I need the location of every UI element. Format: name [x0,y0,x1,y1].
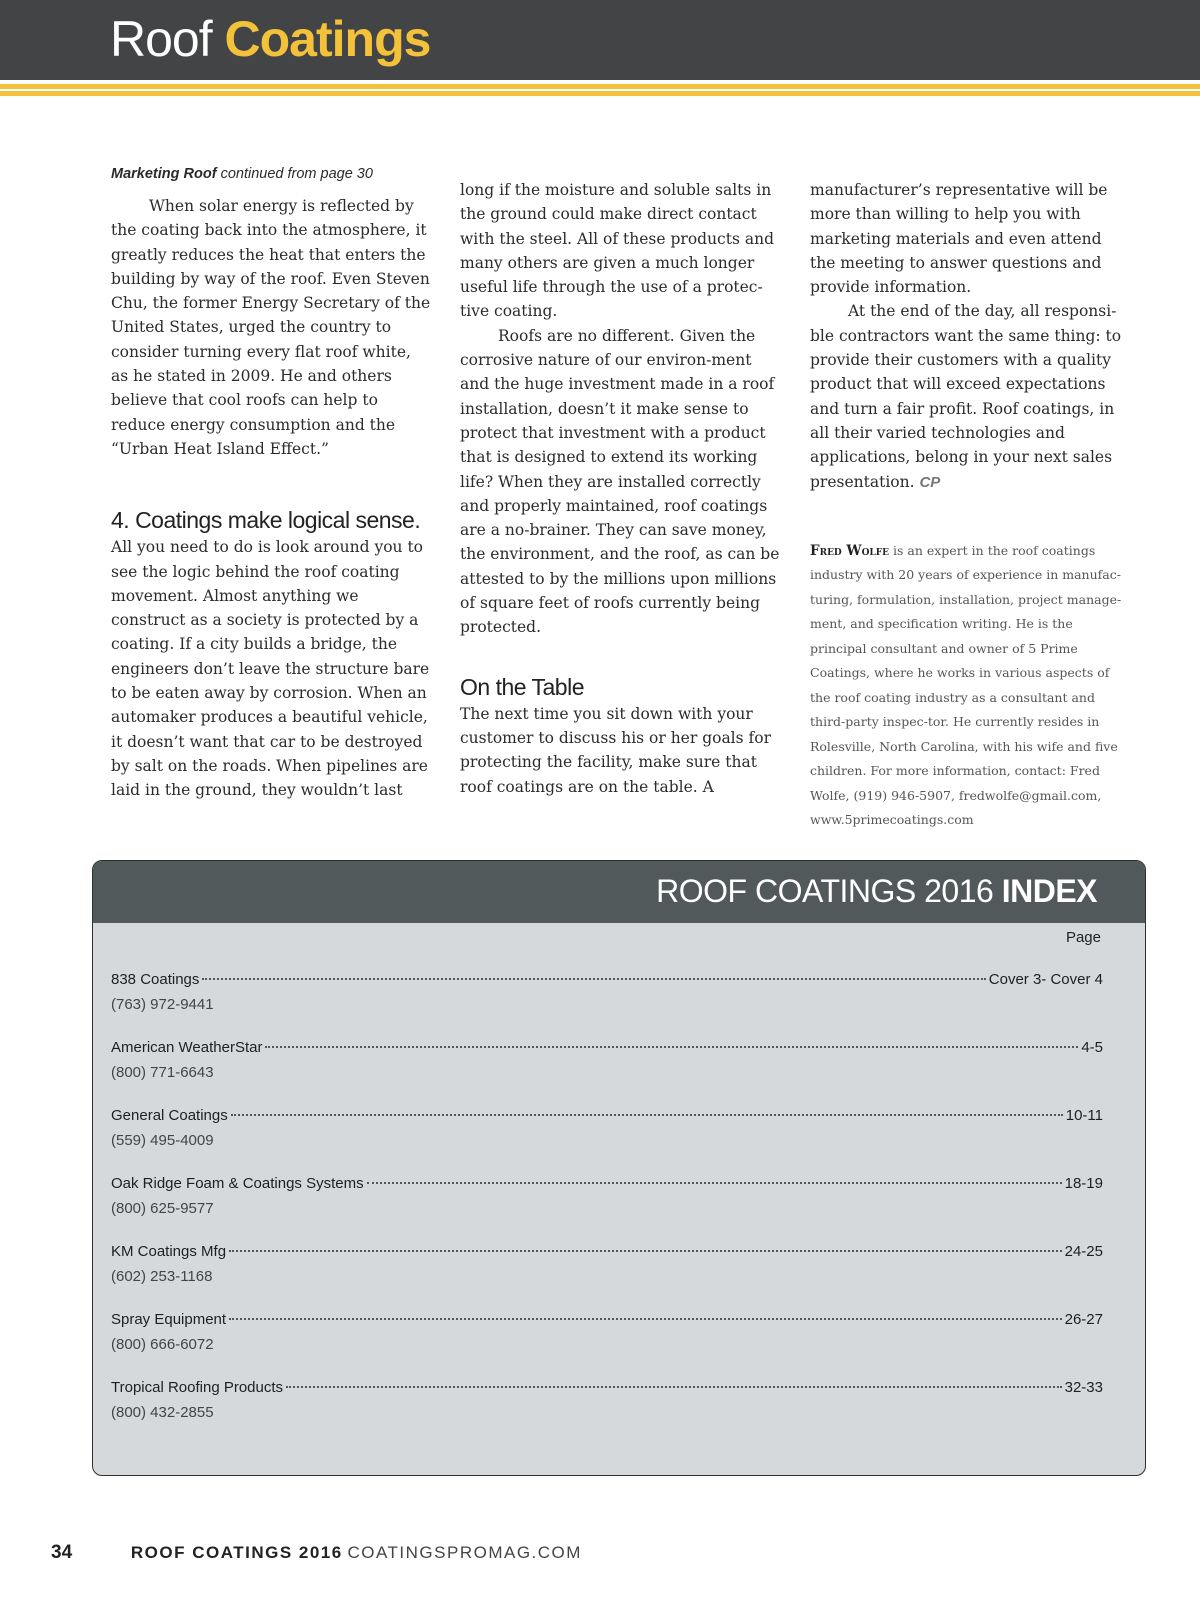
index-header-bar [93,861,1145,923]
advertiser-page: Cover 3- Cover 4 [988,971,1103,988]
advertiser-page: 4-5 [1081,1039,1103,1056]
advertiser-name: American WeatherStar [111,1039,263,1056]
leader-dots [202,978,985,980]
index-title-bold: INDEX [1001,873,1097,909]
index-entry [111,1039,1103,1107]
subheading-logical-sense: 4. Coatings make logical sense. [111,507,421,534]
article-column-3 [810,178,1130,833]
paragraph: Roofs are no different. Given the corrosive nature of our environ-ment and the huge investment made in a roof installation, doesn’t it make sense to protect that investment with a product that is designed to extend its working life? When they are installed correctly and properly maintained, roof coatings are a no-brainer. They can save money, the environment, and the roof, as can be attested to by the millions upon millions of square feet of roofs currently being protected. [460,326,780,637]
advertiser-name: Spray Equipment [111,1311,227,1328]
advertiser-phone: (800) 666-6072 [111,1336,214,1353]
index-entry-line [111,1175,1103,1199]
index-entry-line [111,1107,1103,1131]
paragraph: When solar energy is reflected by the coating back into the atmosphere, it greatly reduces the heat that enters the building by way of the roof. Even Steven Chu, the former Energy Secretary of the United States, urged the country to consider turning every flat roof white, as he stated in 2009. He and others believe that cool roofs can help to reduce energy consumption and the “Urban Heat Island Effect.” [111,197,431,458]
subheading-on-the-table: On the Table [460,673,585,700]
advertiser-phone: (800) 432-2855 [111,1404,214,1421]
index-entry-line [111,1379,1103,1403]
advertiser-phone: (559) 495-4009 [111,1132,214,1149]
advertiser-name: Oak Ridge Foam & Coatings Systems [111,1175,364,1192]
author-bio [810,539,1130,833]
advertiser-phone: (800) 771-6643 [111,1064,214,1081]
index-entry-line [111,971,1103,995]
advertiser-name: General Coatings [111,1107,228,1124]
index-entry-line [111,1039,1103,1063]
author-bio-text: is an expert in the roof coatings industry with 20 years of experience in manufac-turing, formulation, installation, project manage-ment, and specification writing. He is the principal consultant and owner of 5 Prime Coatings, where he works in various aspects of the roof coating industry as a consultant and third-party inspec-tor. He currently resides in Rolesville, North Carolina, with his wife and five children. For more information, contact: Fred Wolfe, (919) 946-5907, fredwolfe@gmail.com, www.5primecoatings.com [810,542,1122,828]
website-link[interactable]: COATINGSPROMAG.COM [347,1543,582,1562]
continued-from-text: continued from page 30 [220,166,373,182]
index-title-light: ROOF COATINGS 2016 [656,873,994,909]
advertiser-index-box [92,860,1146,1476]
paragraph [810,299,1130,494]
leader-dots [229,1250,1062,1252]
continued-article-title: Marketing Roof [111,166,217,182]
leader-dots [265,1046,1078,1048]
index-entry [111,1379,1103,1447]
advertiser-phone: (602) 253-1168 [111,1268,213,1285]
index-title [656,873,1097,910]
author-name: Fred Wolfe [810,542,890,559]
page-footer [51,1542,582,1564]
index-entry-line [111,1311,1103,1335]
advertiser-page: 24-25 [1064,1243,1103,1260]
advertiser-page: 26-27 [1064,1311,1103,1328]
article-column-1 [111,164,431,803]
index-entry [111,971,1103,1039]
leader-dots [367,1182,1062,1184]
paragraph: All you need to do is look around you to see the logic behind the roof coating movement. Almost anything we construct as a society is protected by a coating. If a city builds a bridge, the engineers don’t leave the structure bare to be eaten away by corrosion. When an automaker produces a beautiful vehicle, it doesn’t want that car to be destroyed by salt on the roads. When pipelines are laid in the ground, they wouldn’t last [111,538,430,800]
paragraph: manufacturer’s representative will be more than willing to help you with marketing materials and even attend the meeting to answer questions and provide information. [810,181,1108,297]
advertiser-name: Tropical Roofing Products [111,1379,284,1396]
index-entry [111,1243,1103,1311]
section-title-bold: Coatings [224,11,431,67]
magazine-name: ROOF COATINGS 2016 [130,1543,343,1562]
index-entries [111,971,1103,1447]
advertiser-name: 838 Coatings [111,971,200,988]
advertiser-page: 32-33 [1064,1379,1103,1396]
section-title [110,11,431,67]
advertiser-phone: (763) 972-9441 [111,996,214,1013]
article-column-2 [460,178,780,799]
leader-dots [286,1386,1062,1388]
header-yellow-stripe-bottom [0,91,1200,96]
page-number: 34 [51,1542,73,1563]
index-entry [111,1175,1103,1243]
closing-text: At the end of the day, all responsi-ble contractors want the same thing: to provide their customers with a quality product that will exceed expectations and turn a fair profit. Roof coatings, in all their varied technologies and applications, belong in your next sales presentation. [810,302,1122,491]
page-column-header: Page [1065,929,1101,946]
advertiser-phone: (800) 625-9577 [111,1200,214,1217]
index-entry [111,1311,1103,1379]
page-header-bar [0,0,1200,80]
index-entry-line [111,1243,1103,1267]
section-title-light: Roof [110,11,212,67]
advertiser-name: KM Coatings Mfg [111,1243,227,1260]
paragraph: The next time you sit down with your customer to discuss his or her goals for protecting the facility, make sure that roof coatings are on the table. A [460,704,771,796]
paragraph: long if the moisture and soluble salts in the ground could make direct contact with the steel. All of these products and many others are given a much longer useful life through the use of a protec-tive coating. [460,181,774,321]
end-mark-cp: CP [919,473,941,491]
advertiser-page: 18-19 [1064,1175,1103,1192]
leader-dots [231,1114,1063,1116]
advertiser-page: 10-11 [1065,1107,1103,1124]
leader-dots [229,1318,1062,1320]
continued-note [111,164,431,184]
index-entry [111,1107,1103,1175]
